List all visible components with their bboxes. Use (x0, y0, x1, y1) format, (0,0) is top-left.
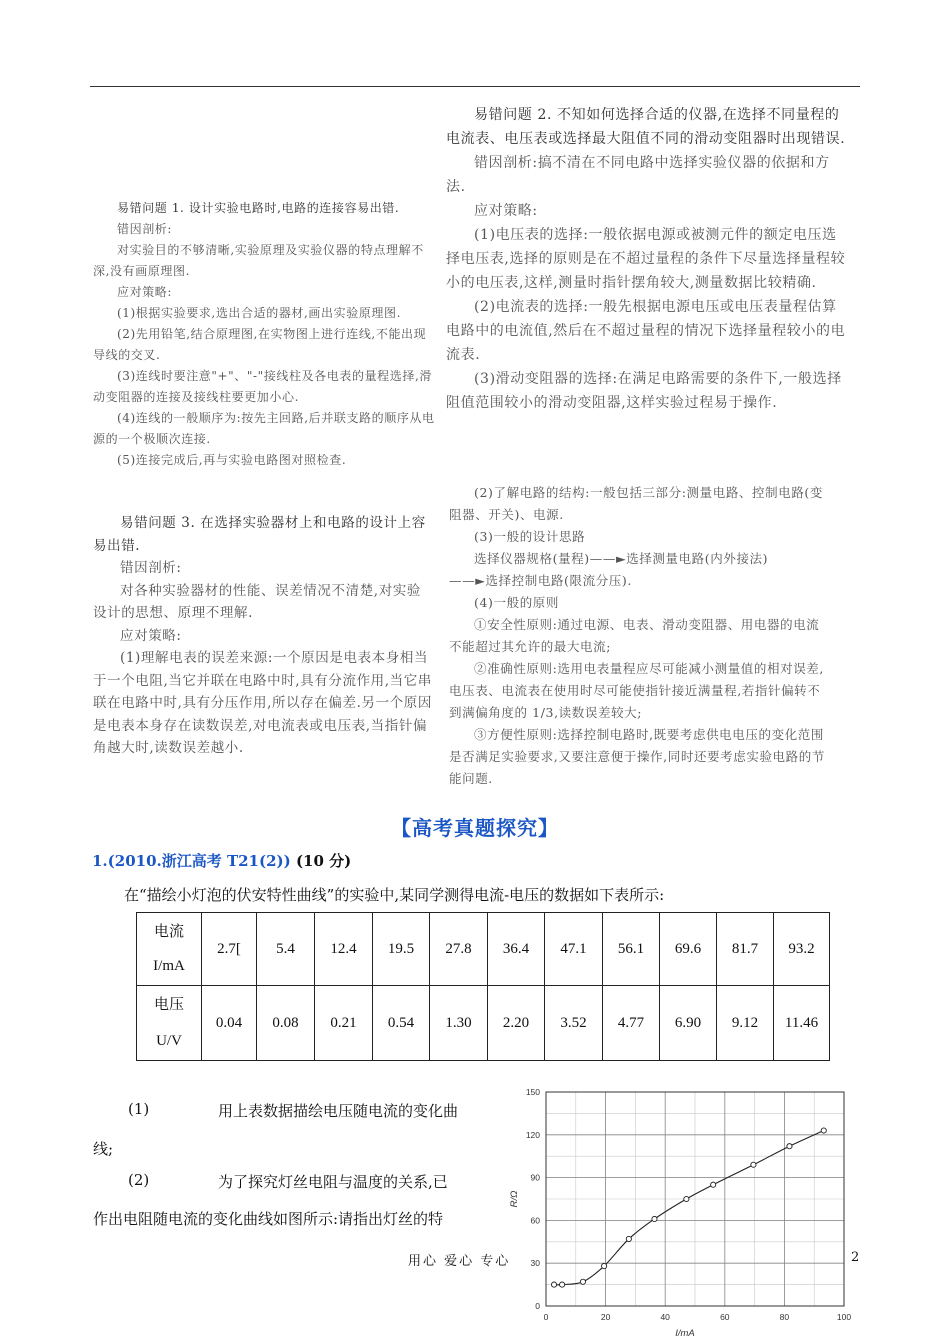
resistance-curve (554, 1131, 824, 1285)
table-cell: 56.1 (603, 913, 660, 986)
current-head-unit: I/mA (153, 958, 185, 974)
error-1-s3: (3)连线时要注意"+"、"-"接线柱及各电表的量程选择,滑动变阻器的连接及接线柱要更加小心. (93, 369, 433, 404)
voltage-head-name: 电压 (153, 997, 184, 1013)
problem-points: (10 分) (295, 852, 352, 870)
y-tick-label: 60 (530, 1215, 540, 1226)
table-cell: 36.4 (488, 913, 545, 986)
table-cell: 47.1 (545, 913, 603, 986)
table-cell: 0.54 (373, 986, 430, 1061)
error-1-title: 易错问题 1. 设计实验电路时,电路的连接容易出错. (117, 201, 400, 215)
y-tick-label: 90 (530, 1172, 540, 1183)
data-point (602, 1263, 607, 1268)
problem-label (92, 850, 351, 871)
data-point (751, 1162, 756, 1167)
error-2-p1: (1)电压表的选择:一般依据电源或被测元件的额定电压选择电压表,选择的原则是在不超过量程的条件下尽量选择量程较小的电压表,这样,测量时指针摆角较大,测量数据比较精确. (446, 227, 846, 291)
page-number: 2 (851, 1250, 860, 1265)
table-cell: 81.7 (717, 913, 774, 986)
error-1-cause-head: 错因剖析: (117, 222, 173, 236)
data-point (551, 1282, 556, 1287)
table-cell: 5.4 (257, 913, 315, 986)
scan-left-2 (93, 512, 435, 760)
error-1-cause: 对实验目的不够清晰,实验原理及实验仪器的特点理解不深,没有画原理图. (93, 243, 424, 278)
current-head-name: 电流 (153, 924, 184, 940)
error-1-s1: (1)根据实验要求,选出合适的器材,画出实验原理图. (117, 306, 402, 320)
x-tick-label: 80 (779, 1312, 790, 1322)
error-3-s1: (1)理解电表的误差来源:一个原因是电表本身相当于一个电阻,当它并联在电路中时,具有分流作用,当它串联在电路中时,具有分压作用,所以存在偏差.另一个原因是电表本身存在读数误差,对电流表或电压表,当指针偏角越大时,读数误差越小. (93, 650, 432, 756)
table-cell: 4.77 (603, 986, 660, 1061)
question-1-continued: 线; (93, 1140, 114, 1158)
problem-source: 1.(2010.浙江高考 T21(2)) (92, 852, 291, 870)
current-row (137, 913, 830, 986)
y-tick-label: 30 (530, 1258, 540, 1269)
data-point (559, 1282, 564, 1287)
design-rule-1: ①安全性原则:通过电源、电表、滑动变阻器、用电器的电流不能超过其允许的最大电流; (449, 617, 820, 654)
table-cell: 0.08 (257, 986, 315, 1061)
table-cell: 19.5 (373, 913, 430, 986)
data-point (787, 1144, 792, 1149)
design-p3-a: 选择仪器规格(量程)——►选择测量电路(内外接法) (474, 551, 769, 566)
table-cell: 0.21 (315, 986, 373, 1061)
section-heading: 【高考真题探究】 (391, 816, 559, 840)
design-rule-3: ③方便性原则:选择控制电路时,既要考虑供电电压的变化范围是否满足实验要求,又要注意便于操作,同时还要考虑实验电路的节能问题. (449, 727, 825, 786)
x-axis-label: I/mA (675, 1328, 695, 1339)
error-3-strategy-head: 应对策略: (120, 627, 182, 644)
table-cell: 2.7[ (202, 913, 257, 986)
question-2-number: (2) (128, 1171, 150, 1189)
scan-left-1 (93, 198, 435, 471)
error-1-s5: (5)连接完成后,再与实验电路图对照检查. (117, 453, 347, 467)
design-p2: (2)了解电路的结构:一般包括三部分:测量电路、控制电路(变阻器、开关)、电源. (449, 485, 824, 522)
table-cell: 69.6 (660, 913, 717, 986)
data-point (821, 1128, 826, 1133)
table-cell: 2.20 (488, 986, 545, 1061)
table-cell: 1.30 (430, 986, 488, 1061)
y-tick-label: 150 (525, 1087, 540, 1097)
data-table (136, 912, 830, 1061)
error-1-s2: (2)先用铅笔,结合原理图,在实物图上进行连线,不能出现导线的交叉. (93, 327, 427, 362)
data-point (684, 1196, 689, 1201)
table-cell: 9.12 (717, 986, 774, 1061)
voltage-head (137, 986, 202, 1061)
design-p4-head: (4)一般的原则 (474, 595, 560, 610)
y-tick-label: 120 (525, 1129, 540, 1140)
design-p3-b: ——►选择控制电路(限流分压). (449, 573, 632, 588)
error-3-title: 易错问题 3. 在选择实验器材上和电路的设计上容易出错. (93, 515, 426, 554)
error-2-strategy-head: 应对策略: (474, 203, 538, 219)
error-3-cause-head: 错因剖析: (120, 560, 182, 576)
scan-right-bottom (449, 482, 831, 790)
data-point (711, 1182, 716, 1187)
data-point (580, 1279, 585, 1284)
error-2-p2: (2)电流表的选择:一般先根据电源电压或电压表量程估算电路中的电流值,然后在不超过量程的情况下选择量程较小的电流表. (446, 299, 846, 363)
question-2-text: 为了探究灯丝电阻与温度的关系,已 (218, 1173, 448, 1191)
voltage-head-unit: U/V (156, 1033, 182, 1049)
table-cell: 27.8 (430, 913, 488, 986)
x-tick-label: 40 (660, 1312, 670, 1322)
error-2-title: 易错问题 2. 不知如何选择合适的仪器,在选择不同量程的电流表、电压表或选择最大阻值不同的滑动变阻器时出现错误. (446, 107, 846, 147)
question-1-text: 用上表数据描绘电压随电流的变化曲 (218, 1102, 459, 1120)
table-cell: 12.4 (315, 913, 373, 986)
x-tick-label: 20 (600, 1312, 611, 1322)
error-2-cause: 错因剖析:搞不清在不同电路中选择实验仪器的依据和方法. (446, 155, 830, 195)
table-cell: 0.04 (202, 986, 257, 1061)
x-tick-label: 0 (543, 1312, 549, 1322)
table-cell: 93.2 (774, 913, 830, 986)
y-axis-label: R/Ω (509, 1190, 520, 1208)
y-tick-label: 0 (535, 1301, 540, 1311)
design-p3-head: (3)一般的设计思路 (474, 529, 586, 544)
question-1-number: (1) (128, 1100, 150, 1118)
data-point (626, 1236, 631, 1241)
problem-intro: 在“描绘小灯泡的伏安特性曲线”的实验中,某同学测得电流-电压的数据如下表所示: (124, 886, 665, 904)
error-3-cause: 对各种实验器材的性能、误差情况不清楚,对实验设计的思想、原理不理解. (93, 582, 421, 621)
x-tick-label: 100 (836, 1312, 852, 1322)
error-2-p3: (3)滑动变阻器的选择:在满足电路需要的条件下,一般选择阻值范围较小的滑动变阻器,这样实验过程易于操作. (446, 371, 842, 411)
footer-motto: 用心 爱心 专心 (408, 1254, 511, 1269)
design-rule-2: ②准确性原则:选用电表量程应尽可能减小测量值的相对误差,电压表、电流表在使用时尽可能使指针接近满量程,若指针偏转不到满偏角度的 1/3,读数误差较大; (449, 661, 824, 720)
error-1-strategy-head: 应对策略: (117, 285, 173, 299)
data-point (652, 1216, 657, 1221)
top-rule (90, 86, 860, 87)
voltage-row (137, 986, 830, 1061)
x-tick-label: 60 (720, 1312, 730, 1322)
table-cell: 6.90 (660, 986, 717, 1061)
table-cell: 3.52 (545, 986, 603, 1061)
question-2-continued: 作出电阻随电流的变化曲线如图所示:请指出灯丝的特 (93, 1210, 444, 1228)
error-1-s4: (4)连线的一般顺序为:按先主回路,后并联支路的顺序从电源的一个极顺次连接. (93, 411, 435, 446)
scan-right-top (446, 103, 848, 415)
current-head (137, 913, 202, 986)
resistance-current-chart (505, 1080, 865, 1340)
table-cell: 11.46 (774, 986, 830, 1061)
